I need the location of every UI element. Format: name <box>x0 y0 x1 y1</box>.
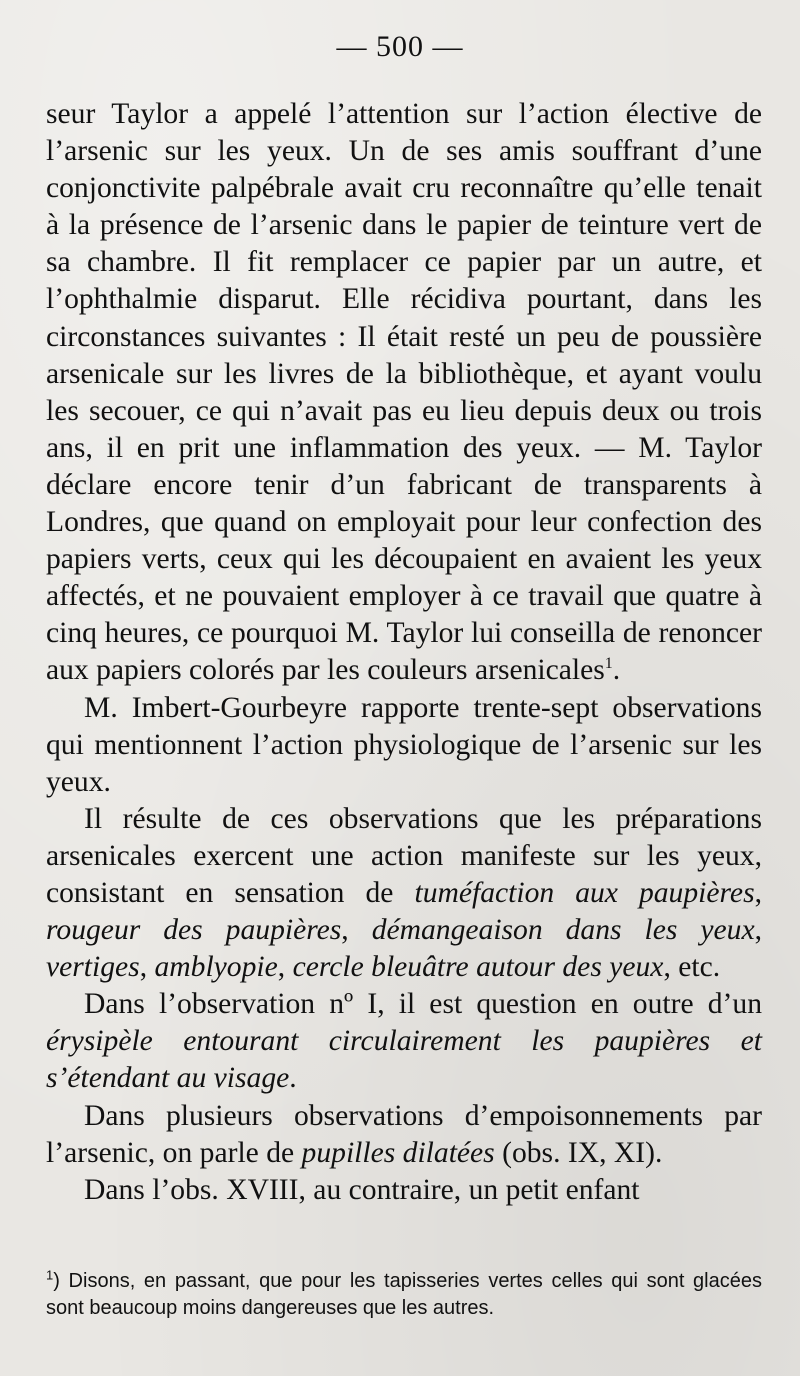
italic-phrase: érysipèle entourant circulairement les paupières et s’étendant au visage <box>46 1025 762 1095</box>
italic-phrase: rougeur des paupières <box>46 914 342 947</box>
paragraph <box>46 690 762 801</box>
text-run: Il résulte de ces observations que les préparations arsenicales exercent une action manifeste sur les yeux, consistant en sensation de <box>46 802 762 909</box>
text-run: . <box>289 1062 297 1095</box>
paragraph <box>46 801 762 986</box>
text-run: (obs. IX, XI). <box>494 1136 663 1169</box>
paragraph <box>46 1098 762 1172</box>
footnote-text: ) Disons, en passant, que pour les tapisseries vertes celles qui sont glacées sont beaucoup moins dangereuses que les autres. <box>46 1270 762 1319</box>
text-run: , <box>277 951 293 984</box>
italic-phrase: cercle bleuâtre autour des yeux <box>292 951 664 984</box>
italic-phrase: pupilles dilatées <box>301 1136 495 1169</box>
text-run: , <box>139 951 155 984</box>
footnote-reference: 1 <box>604 655 613 673</box>
text-run: , <box>341 914 372 947</box>
italic-phrase: amblyopie <box>154 951 278 984</box>
paragraph <box>46 1172 762 1209</box>
text-run: Dans l’observation nº I, il est question en outre d’un <box>84 988 762 1021</box>
text-run: . <box>612 654 621 687</box>
text-run: Dans plusieurs observations d’empoisonnements par l’arsenic, on parle de <box>46 1099 762 1169</box>
text-run: , <box>754 876 762 909</box>
paragraph <box>46 96 762 690</box>
page-number: — 500 — <box>336 30 464 63</box>
body-text <box>46 96 762 1209</box>
text-run: , <box>754 914 762 947</box>
italic-phrase: vertiges <box>46 951 140 984</box>
footnote-marker: 1 <box>46 1267 54 1283</box>
paragraph <box>46 986 762 1097</box>
text-run: , etc. <box>663 951 721 984</box>
text-run: Dans l’obs. XVIII, au contraire, un petit enfant <box>84 1173 640 1206</box>
footnote <box>46 1268 762 1322</box>
text-run: seur Taylor a appelé l’attention sur l’action élective de l’arsenic sur les yeux. Un de ses amis souffrant d’une conjonctivite palpébrale avait cru reconnaître qu’elle tenait à la présence de l’arsenic dans le papier de teinture vert de sa chambre. Il fit remplacer ce papier par un autre, et l’ophthalmie disparut. Elle récidiva pourtant, dans les circonstances suivantes : Il était resté un peu de poussière arsenicale sur les livres de la bibliothèque, et ayant voulu les secouer, ce qui n’avait pas eu lieu depuis deux ou trois ans, il en prit une inflammation des yeux. — M. Taylor déclare encore tenir d’un fabricant de transparents à Londres, que quand on employait pour leur confection des papiers verts, ceux qui les découpaient en avaient les yeux affectés, et ne pouvaient employer à ce travail que quatre à cinq heures, ce pourquoi M. Taylor lui conseilla de renoncer aux papiers colorés par les couleurs arsenicales <box>46 98 762 687</box>
italic-phrase: démangeaison dans les yeux <box>371 914 755 947</box>
italic-phrase: tuméfaction aux paupières <box>414 876 755 909</box>
text-run: M. Imbert-Gourbeyre rapporte trente-sept observations qui mentionnent l’action physiologique de l’arsenic sur les yeux. <box>46 691 762 798</box>
